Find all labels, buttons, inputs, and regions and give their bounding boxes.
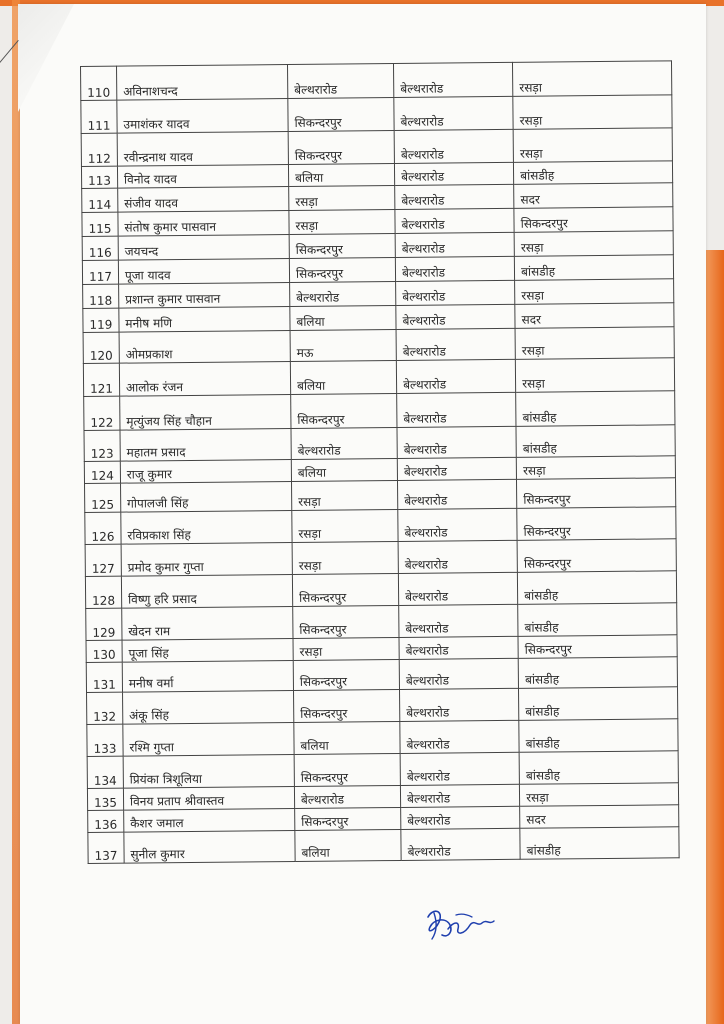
employee-name-cell: रश्मि गुप्ता xyxy=(123,722,294,756)
serial-number-cell: 115 xyxy=(82,212,118,236)
serial-number-cell: 112 xyxy=(81,133,117,166)
current-posting-cell: बेल्थरारोड xyxy=(294,785,400,808)
current-posting-cell: सिकन्दरपुर xyxy=(295,807,401,830)
current-posting-cell: सिकन्दरपुर xyxy=(288,97,394,131)
serial-number-cell: 135 xyxy=(87,788,123,810)
employee-name-cell: सुनील कुमार xyxy=(124,830,295,863)
new-posting-cell: सदर xyxy=(514,183,673,209)
new-posting-cell: सदर xyxy=(515,303,674,329)
new-posting-cell: रसड़ा xyxy=(515,327,674,360)
district-cell: बेल्थरारोड xyxy=(395,184,514,209)
transfer-list-table xyxy=(80,60,680,864)
district-cell: बेल्थरारोड xyxy=(394,129,513,163)
district-cell: बेल्थरारोड xyxy=(401,784,520,807)
new-posting-cell: रसड़ा xyxy=(516,456,675,480)
new-posting-cell: रसड़ा xyxy=(514,231,673,257)
employee-name-cell: प्रमोद कुमार गुप्ता xyxy=(121,542,292,576)
table-row xyxy=(88,827,679,864)
employee-name-cell: प्रशान्त कुमार पासवान xyxy=(119,282,290,308)
employee-name-cell: महातम प्रसाद xyxy=(120,428,291,461)
new-posting-cell: रसड़ा xyxy=(513,61,672,97)
serial-number-cell: 125 xyxy=(85,483,121,512)
employee-name-cell: विष्णु हरि प्रसाद xyxy=(121,574,292,608)
orange-border-right xyxy=(704,250,724,1024)
new-posting-cell: सिकन्दरपुर xyxy=(517,539,676,573)
district-cell: बेल्थरारोड xyxy=(396,304,515,329)
employee-name-cell: रविप्रकाश सिंह xyxy=(121,510,292,544)
current-posting-cell: सिकन्दरपुर xyxy=(291,393,397,428)
employee-name-cell: पूजा यादव xyxy=(118,258,289,284)
current-posting-cell: बेल्थरारोड xyxy=(287,63,393,98)
district-cell: बेल्थरारोड xyxy=(396,359,515,393)
district-cell: बेल्थरारोड xyxy=(398,508,517,541)
employee-name-cell: गोपालजी सिंह xyxy=(120,481,291,512)
current-posting-cell: सिकन्दरपुर xyxy=(289,257,395,282)
serial-number-cell: 124 xyxy=(84,461,120,483)
serial-number-cell: 117 xyxy=(82,260,118,284)
new-posting-cell: बांसडीह xyxy=(516,425,675,458)
employee-name-cell: उमाशंकर यादव xyxy=(117,99,288,134)
table-row xyxy=(84,391,675,431)
new-posting-cell: सिकन्दरपुर xyxy=(517,478,676,509)
table-row xyxy=(81,61,672,101)
serial-number-cell: 127 xyxy=(85,544,121,576)
current-posting-cell: रसड़ा xyxy=(289,185,395,210)
current-posting-cell: बेल्थरारोड xyxy=(291,427,397,459)
employee-name-cell: राजू कुमार xyxy=(120,459,291,483)
new-posting-cell: बांसडीह xyxy=(518,657,677,689)
current-posting-cell: बलिया xyxy=(290,360,396,394)
current-posting-cell: मऊ xyxy=(290,329,396,361)
serial-number-cell: 126 xyxy=(85,512,121,544)
new-posting-cell: रसड़ा xyxy=(515,358,674,393)
serial-number-cell: 128 xyxy=(85,576,121,608)
current-posting-cell: बलिया xyxy=(295,829,401,861)
district-cell: बेल्थरारोड xyxy=(395,256,514,281)
current-posting-cell: सिकन्दरपुर xyxy=(293,605,399,638)
district-cell: बेल्थरारोड xyxy=(396,328,515,360)
serial-number-cell: 110 xyxy=(81,66,117,100)
employee-name-cell: मनीष मणि xyxy=(119,306,290,332)
current-posting-cell: रसड़ा xyxy=(293,637,399,660)
new-posting-cell: बांसडीह xyxy=(516,391,675,427)
employee-name-cell: प्रियंका त्रिशूलिया xyxy=(123,754,294,788)
current-posting-cell: बेल्थरारोड xyxy=(290,281,396,306)
district-cell: बेल्थरारोड xyxy=(395,208,514,233)
new-posting-cell: रसड़ा xyxy=(513,128,672,163)
district-cell: बेल्थरारोड xyxy=(399,604,518,637)
serial-number-cell: 111 xyxy=(81,100,117,133)
district-cell: बेल्थरारोड xyxy=(397,392,516,427)
employee-name-cell: मृत्युंजय सिंह चौहान xyxy=(120,394,291,430)
current-posting-cell: बलिया xyxy=(291,458,397,481)
employee-name-cell: मनीष वर्मा xyxy=(122,660,293,692)
serial-number-cell: 114 xyxy=(82,188,118,212)
current-posting-cell: सिकन्दरपुर xyxy=(293,689,399,722)
serial-number-cell: 123 xyxy=(84,430,120,461)
employee-name-cell: जयचन्द xyxy=(118,235,289,261)
district-cell: बेल्थरारोड xyxy=(399,636,518,659)
district-cell: बेल्थरारोड xyxy=(401,828,520,860)
district-cell: बेल्थरारोड xyxy=(394,96,513,130)
serial-number-cell: 130 xyxy=(86,640,122,662)
serial-number-cell: 137 xyxy=(88,832,124,863)
district-cell: बेल्थरारोड xyxy=(396,280,515,305)
serial-number-cell: 133 xyxy=(87,724,123,756)
new-posting-cell: बांसडीह xyxy=(514,161,673,185)
district-cell: बेल्थरारोड xyxy=(398,479,517,509)
new-posting-cell: बांसडीह xyxy=(519,719,678,753)
district-cell: बेल्थरारोड xyxy=(397,426,516,458)
district-cell: बेल्थरारोड xyxy=(401,806,520,829)
district-cell: बेल्थरारोड xyxy=(395,162,514,185)
new-posting-cell: सिकन्दरपुर xyxy=(517,507,676,541)
serial-number-cell: 119 xyxy=(83,308,119,332)
new-posting-cell: बांसडीह xyxy=(518,603,677,637)
district-cell: बेल्थरारोड xyxy=(400,752,519,785)
employee-name-cell: संतोष कुमार पासवान xyxy=(118,211,289,237)
serial-number-cell: 120 xyxy=(83,332,119,363)
current-posting-cell: रसड़ा xyxy=(292,509,398,542)
new-posting-cell: बांसडीह xyxy=(514,255,673,281)
employee-name-cell: संजीव यादव xyxy=(118,187,289,213)
current-posting-cell: सिकन्दरपुर xyxy=(292,573,398,606)
district-cell: बेल्थरारोड xyxy=(398,572,517,605)
current-posting-cell: बलिया xyxy=(294,721,400,754)
employee-name-cell: विनोद यादव xyxy=(117,165,288,189)
orange-border-left xyxy=(12,0,20,1024)
employee-name-cell: विनय प्रताप श्रीवास्तव xyxy=(123,786,294,810)
serial-number-cell: 118 xyxy=(83,284,119,308)
district-cell: बेल्थरारोड xyxy=(400,688,519,721)
employee-name-cell: अविनाशचन्द xyxy=(116,65,287,101)
current-posting-cell: सिकन्दरपुर xyxy=(288,130,394,164)
current-posting-cell: बलिया xyxy=(288,163,394,186)
serial-number-cell: 121 xyxy=(83,363,119,396)
district-cell: बेल्थरारोड xyxy=(400,720,519,753)
current-posting-cell: सिकन्दरपुर xyxy=(293,659,399,690)
new-posting-cell: बांसडीह xyxy=(518,571,677,605)
district-cell: बेल्थरारोड xyxy=(399,658,518,689)
new-posting-cell: सिकन्दरपुर xyxy=(514,207,673,233)
district-cell: बेल्थरारोड xyxy=(394,62,513,97)
table-body xyxy=(81,61,680,864)
employee-name-cell: ओमप्रकाश xyxy=(119,330,290,363)
employee-name-cell: खेदन राम xyxy=(122,606,293,640)
current-posting-cell: सिकन्दरपुर xyxy=(289,233,395,258)
district-cell: बेल्थरारोड xyxy=(397,457,516,480)
handwritten-signature xyxy=(420,905,500,945)
serial-number-cell: 113 xyxy=(81,166,117,188)
district-cell: बेल्थरारोड xyxy=(398,540,517,573)
new-posting-cell: बांसडीह xyxy=(519,751,678,785)
district-cell: बेल्थरारोड xyxy=(395,232,514,257)
serial-number-cell: 134 xyxy=(87,756,123,788)
new-posting-cell: बांसडीह xyxy=(520,827,679,860)
current-posting-cell: सिकन्दरपुर xyxy=(294,753,400,786)
serial-number-cell: 132 xyxy=(87,692,123,724)
new-posting-cell: सिकन्दरपुर xyxy=(518,635,677,659)
employee-name-cell: अंकू सिंह xyxy=(122,690,293,724)
employee-name-cell: पूजा सिंह xyxy=(122,638,293,662)
employee-name-cell: आलोक रंजन xyxy=(119,361,290,396)
employee-name-cell: कैशर जमाल xyxy=(124,808,295,832)
new-posting-cell: रसड़ा xyxy=(520,783,679,807)
current-posting-cell: रसड़ा xyxy=(291,480,397,510)
serial-number-cell: 122 xyxy=(84,396,120,430)
serial-number-cell: 131 xyxy=(86,662,122,692)
new-posting-cell: रसड़ा xyxy=(513,95,672,130)
serial-number-cell: 136 xyxy=(88,810,124,832)
serial-number-cell: 129 xyxy=(86,608,122,640)
current-posting-cell: रसड़ा xyxy=(292,541,398,574)
employee-name-cell: रवीन्द्रनाथ यादव xyxy=(117,132,288,167)
new-posting-cell: रसड़ा xyxy=(515,279,674,305)
new-posting-cell: बांसडीह xyxy=(519,687,678,721)
current-posting-cell: रसड़ा xyxy=(289,209,395,234)
serial-number-cell: 116 xyxy=(82,236,118,260)
new-posting-cell: सदर xyxy=(520,805,679,829)
current-posting-cell: बलिया xyxy=(290,305,396,330)
